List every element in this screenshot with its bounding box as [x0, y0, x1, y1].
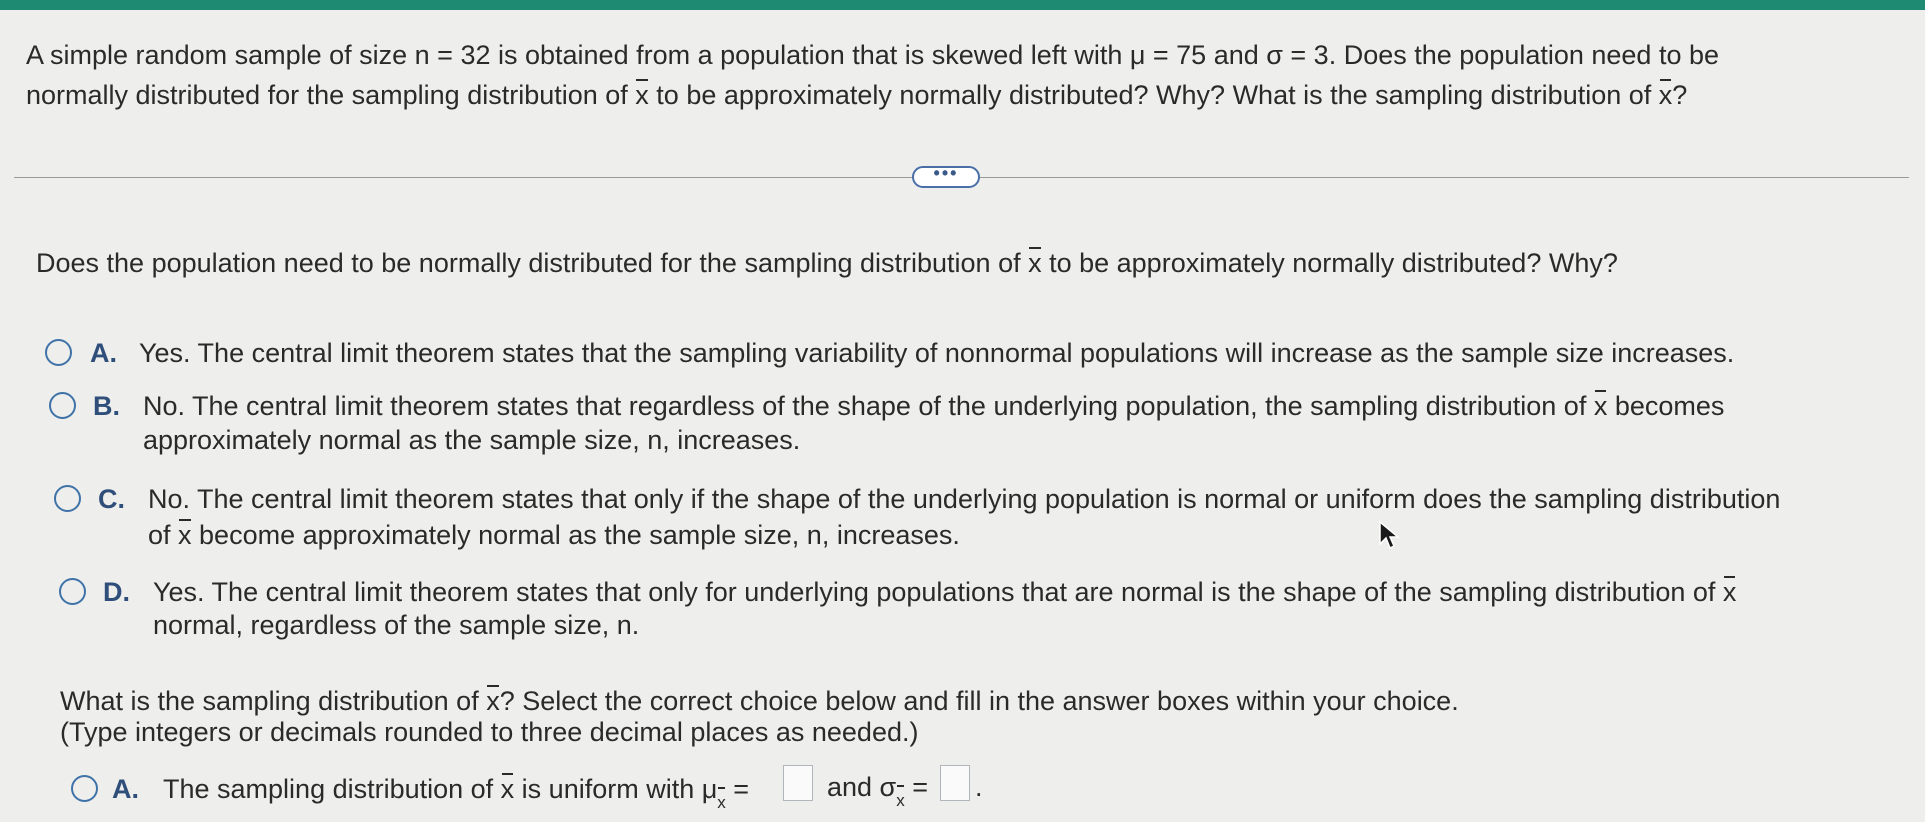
option-d-text-line-2: normal, regardless of the sample size, n. — [153, 610, 640, 640]
option-b-text-line-1: No. The central limit theorem states that regardless of the shape of the underlying population, the sampling distribution of x becomes — [143, 387, 1724, 425]
mouse-pointer-icon — [1378, 520, 1402, 552]
option-a-letter: A. — [90, 338, 117, 368]
top-accent-bar — [0, 0, 1925, 10]
part2-option-a-letter: A. — [112, 774, 139, 804]
option-a-text: Yes. The central limit theorem states that the sampling variability of nonnormal populations will increase as the sample size increases. — [139, 338, 1735, 368]
question-line-1: A simple random sample of size n = 32 is obtained from a population that is skewed left with μ = 75 and σ = 3. Does the population need to be — [26, 40, 1719, 70]
option-a-radio[interactable] — [45, 339, 72, 366]
std-dev-answer-box[interactable] — [940, 765, 970, 801]
question-line-2: normally distributed for the sampling distribution of x to be approximately normally distributed? Why? What is the sampling distribution of x? — [26, 76, 1687, 114]
option-d-radio[interactable] — [59, 578, 86, 605]
x-bar-symbol: x — [1028, 244, 1042, 282]
part2-prompt: What is the sampling distribution of x? Select the correct choice below and fill in the answer boxes within your choice. — [60, 682, 1459, 720]
option-c-radio[interactable] — [54, 485, 81, 512]
x-bar-symbol: x — [1659, 76, 1673, 114]
option-b-text-line-2: approximately normal as the sample size, n, increases. — [143, 425, 801, 455]
more-options-button[interactable]: ••• — [912, 166, 980, 188]
option-d-letter: D. — [103, 577, 130, 607]
part2-option-a-and-text: and σx = — [827, 768, 928, 810]
part2-option-a-period: . — [975, 772, 983, 802]
option-b-radio[interactable] — [49, 392, 76, 419]
part2-option-a-radio[interactable] — [71, 775, 98, 802]
part2-option-a-text: The sampling distribution of x is uniform with μx = — [163, 770, 749, 812]
part2-instruction: (Type integers or decimals rounded to three decimal places as needed.) — [60, 717, 919, 747]
x-bar-symbol: x — [178, 516, 192, 554]
option-c-text-line-1: No. The central limit theorem states that only if the shape of the underlying population is normal or uniform does the sampling distribution — [148, 484, 1781, 514]
x-bar-symbol: x — [486, 682, 500, 720]
subscript-x-bar: x — [717, 784, 726, 822]
subscript-x-bar: x — [896, 782, 905, 820]
x-bar-symbol: x — [635, 76, 649, 114]
option-b-letter: B. — [93, 391, 120, 421]
part1-prompt: Does the population need to be normally distributed for the sampling distribution of x to be approximately normally distributed? Why? — [36, 244, 1618, 282]
mean-answer-box[interactable] — [783, 765, 813, 801]
option-c-letter: C. — [98, 484, 125, 514]
x-bar-symbol: x — [1723, 573, 1737, 611]
x-bar-symbol: x — [501, 770, 515, 808]
option-d-text-line-1: Yes. The central limit theorem states that only for underlying populations that are normal is the shape of the sampling distribution of x — [153, 573, 1736, 611]
x-bar-symbol: x — [1594, 387, 1608, 425]
option-c-text-line-2: of x become approximately normal as the sample size, n, increases. — [148, 516, 960, 554]
